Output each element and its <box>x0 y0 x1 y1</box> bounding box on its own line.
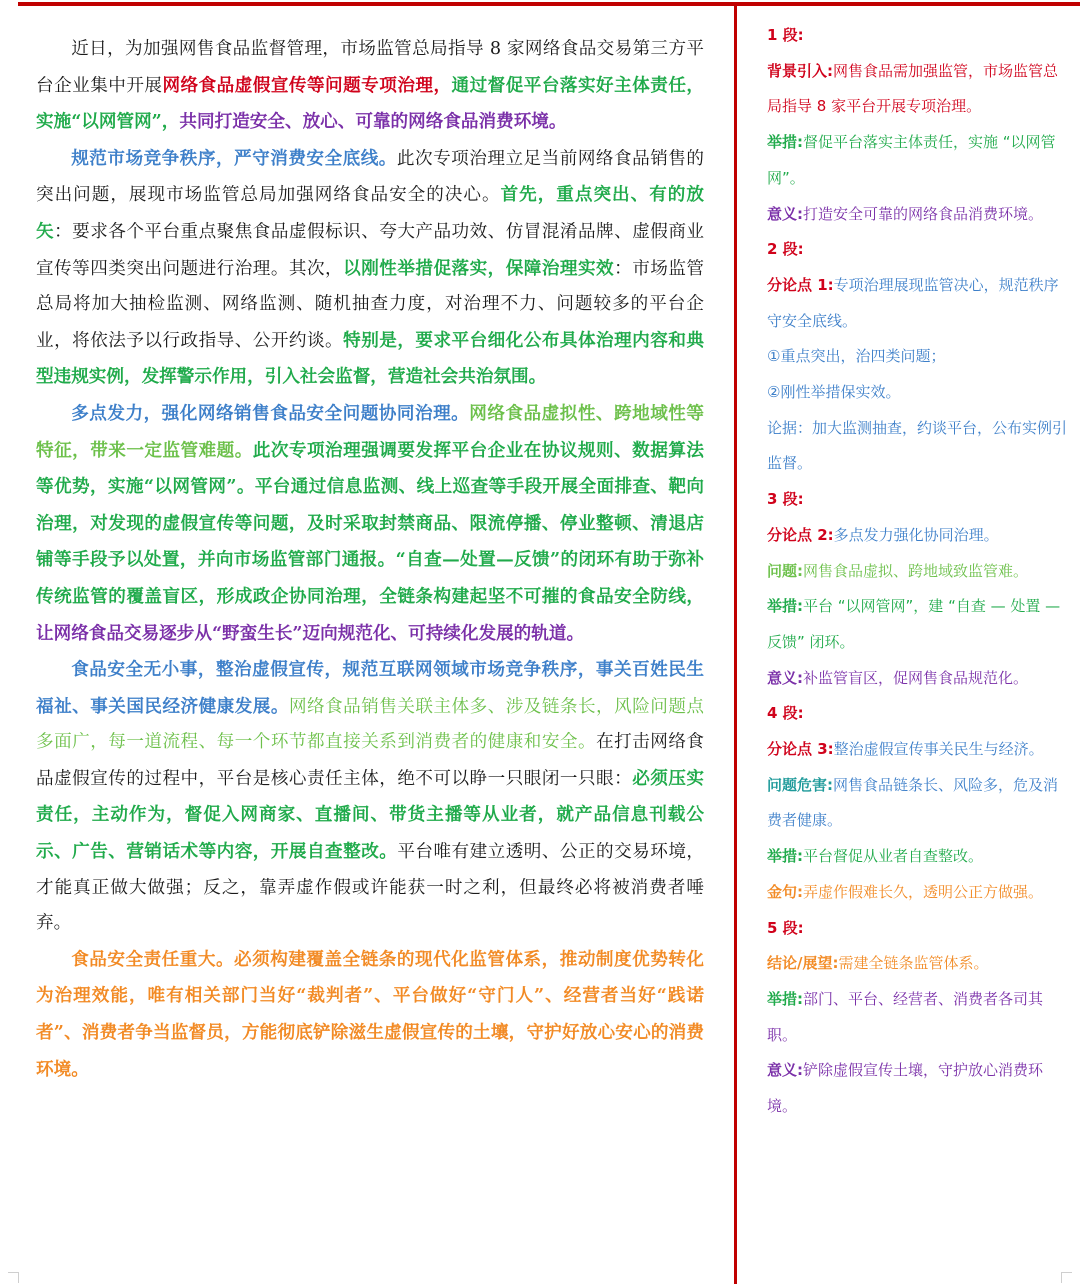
note-1-background <box>767 54 1069 125</box>
paragraph-5 <box>36 942 704 1088</box>
note-3-meaning <box>767 661 1069 697</box>
p1-meaning: 共同打造安全、放心、可靠的网络食品消费环境。 <box>179 111 567 133</box>
paragraph-2 <box>36 141 704 396</box>
note-text: 专项治理展现监管决心，规范秩序守安全底线。 <box>767 275 1059 330</box>
note-text: 铲除虚假宣传土壤，守护放心消费环境。 <box>767 1061 1044 1116</box>
column-divider <box>734 4 737 1284</box>
note-label: 举措: <box>767 133 803 152</box>
note-text: 网售食品需加强监管，市场监管总局指导 8 家平台开展专项治理。 <box>767 61 1059 116</box>
p2-thesis: 规范市场竞争秩序，严守消费安全底线。 <box>71 147 397 169</box>
section-2-heading: 2 段: <box>767 240 804 259</box>
note-text: 网售食品链条长、风险多，危及消费者健康。 <box>767 775 1059 830</box>
paragraph-4 <box>36 652 704 942</box>
p2-point-2: 以刚性举措促落实，保障治理实效 <box>343 257 615 279</box>
p3-meaning: 让网络食品交易逐步从“野蛮生长”迈向规范化、可持续化发展的轨道。 <box>36 622 585 644</box>
note-1-meaning <box>767 197 1069 233</box>
paragraph-3 <box>36 396 704 652</box>
note-5-meaning <box>767 1053 1069 1124</box>
p3-measure: 此次专项治理强调要发挥平台企业在协议规则、数据算法等优势，实施“以网管网”。平台通过信息监测、线上巡查等手段开展全面排查、靶向治理，对发现的虚假宣传等问题，及时采取封禁商品、限流停播、停业整顿、清退店铺等手段予以处置，并向市场监管部门通报。“自查—处置—反馈”的闭环有助于弥补传统监管的覆盖盲区，形成政企协同治理，全链条构建起坚不可摧的食品安全防线， <box>36 439 704 607</box>
note-4-harm <box>767 768 1069 839</box>
note-text: 打造安全可靠的网络食品消费环境。 <box>803 204 1044 223</box>
note-text: 督促平台落实主体责任，实施 “以网管网”。 <box>767 133 1056 187</box>
note-4-point <box>767 732 1069 768</box>
note-label: 举措: <box>767 597 803 616</box>
p3-problem: 网络食品虚拟性、跨地域性等特征，带来一定监管难题。 <box>36 402 704 461</box>
section-5-heading: 5 段: <box>767 918 804 937</box>
note-4-measure <box>767 839 1069 875</box>
p4-harm: 网络食品销售关联主体多、涉及链条长，风险问题点多面广，每一道流程、每一个环节都直接关系到消费者的健康和安全。 <box>36 696 704 753</box>
p1-measure: 通过督促平台落实好主体责任，实施“以网管网”， <box>36 74 704 133</box>
note-3-point <box>767 518 1069 554</box>
article-body <box>36 32 704 1088</box>
note-label: 分论点 1: <box>767 275 834 294</box>
p3-thesis: 多点发力，强化网络销售食品安全问题协同治理。 <box>71 402 470 424</box>
paragraph-1 <box>36 32 704 141</box>
note-2-evidence: 论据：加大监测抽查，约谈平台，公布实例引监督。 <box>767 418 1068 473</box>
note-2-point <box>767 268 1069 339</box>
p2-text-2: ：要求各个平台重点聚焦食品虚假标识、夸大产品功效、仿冒混淆品牌、虚假商业宣传等四类突出问题进行治理。其次， <box>36 221 704 279</box>
section-1-heading: 1 段: <box>767 26 804 44</box>
crop-mark-bottom-right <box>1061 1272 1072 1283</box>
p1-highlight: 网络食品虚假宣传等问题专项治理 <box>162 74 434 96</box>
p2-text: 此次专项治理立足当前网络食品销售的突出问题，展现市场监管总局加强网络食品安全的决心。 <box>36 148 704 206</box>
section-4-heading: 4 段: <box>767 704 804 723</box>
outline-notes <box>767 18 1069 1125</box>
note-5-measure <box>767 982 1069 1053</box>
note-label: 金句: <box>767 882 803 901</box>
note-label: 结论/展望: <box>767 954 839 973</box>
p1-text: 近日，为加强网售食品监督管理，市场监管总局指导 8 家网络食品交易第三方平台企业集中开展 <box>36 39 704 96</box>
note-label: 分论点 2: <box>767 525 834 544</box>
note-label: 意义: <box>767 204 803 223</box>
note-label: 意义: <box>767 668 803 687</box>
note-3-measure <box>767 589 1069 660</box>
p4-thesis: 食品安全无小事，整治虚假宣传，规范互联网领域市场竞争秩序，事关百姓民生福祉、事关国民经济健康发展。 <box>36 659 704 717</box>
note-label: 举措: <box>767 847 803 866</box>
note-4-quote <box>767 875 1069 911</box>
note-text: 多点发力强化协同治理。 <box>833 525 999 544</box>
note-1-measure <box>767 125 1069 196</box>
note-text: 平台 “以网管网”，建 “自查 — 处置 — 反馈” 闭环。 <box>767 597 1061 651</box>
note-text: 整治虚假宣传事关民生与经济。 <box>833 740 1044 759</box>
p4-text-2: 平台唯有建立透明、公正的交易环境，才能真正做大做强；反之，靠弄虚作假或许能获一时之利，但最终必将被消费者唾弃。 <box>36 842 704 934</box>
note-text: 补监管盲区，促网售食品规范化。 <box>803 668 1029 687</box>
p2-point-3: 特别是，要求平台细化公布具体治理内容和典型违规实例，发挥警示作用，引入社会监督，营造社会共治氛围。 <box>36 329 704 388</box>
p5-conclusion: 食品安全责任重大。必须构建覆盖全链条的现代化监管体系，推动制度优势转化为治理效能，唯有相关部门当好“裁判者”、平台做好“守门人”、经营者当好“践诺者”、消费者争当监督员，方能彻底铲除滋生虚假宣传的土壤，守护好放心安心的消费环境。 <box>36 948 704 1080</box>
note-3-problem <box>767 554 1069 590</box>
note-label: 问题危害: <box>767 775 833 794</box>
note-text: 平台督促从业者自查整改。 <box>803 847 984 866</box>
p2-point-1: 首先，重点突出、有的放矢 <box>36 184 704 242</box>
top-red-rule <box>18 2 1080 6</box>
crop-mark-bottom-left <box>8 1272 19 1283</box>
note-label: 意义: <box>767 1061 803 1080</box>
note-text: 弄虚作假难长久，透明公正方做强。 <box>803 882 1044 901</box>
note-label: 问题: <box>767 561 803 580</box>
note-2-item-1: ①重点突出，治四类问题； <box>767 347 946 366</box>
note-2-item-2: ②刚性举措保实效。 <box>767 383 901 402</box>
p1-comma: ， <box>433 74 452 96</box>
note-text: 网售食品虚拟、跨地域致监管难。 <box>803 561 1029 580</box>
note-label: 分论点 3: <box>767 740 834 759</box>
note-label: 背景引入: <box>767 61 833 80</box>
p4-text: 在打击网络食品虚假宣传的过程中，平台是核心责任主体，绝不可以睁一只眼闭一只眼： <box>36 732 704 789</box>
note-text: 部门、平台、经营者、消费者各司其职。 <box>767 989 1044 1044</box>
p4-measure: 必须压实责任，主动作为，督促入网商家、直播间、带货主播等从业者，就产品信息刊载公示、广告、营销话术等内容，开展自查整改。 <box>36 767 704 863</box>
p2-text-3: ：市场监管总局将加大抽检监测、网络监测、随机抽查力度，对治理不力、问题较多的平台企业，将依法予以行政指导、公开约谈。 <box>36 258 704 351</box>
note-label: 举措: <box>767 989 803 1008</box>
section-3-heading: 3 段: <box>767 490 804 509</box>
note-5-conclusion <box>767 946 1069 982</box>
note-text: 需建全链条监管体系。 <box>838 954 989 973</box>
